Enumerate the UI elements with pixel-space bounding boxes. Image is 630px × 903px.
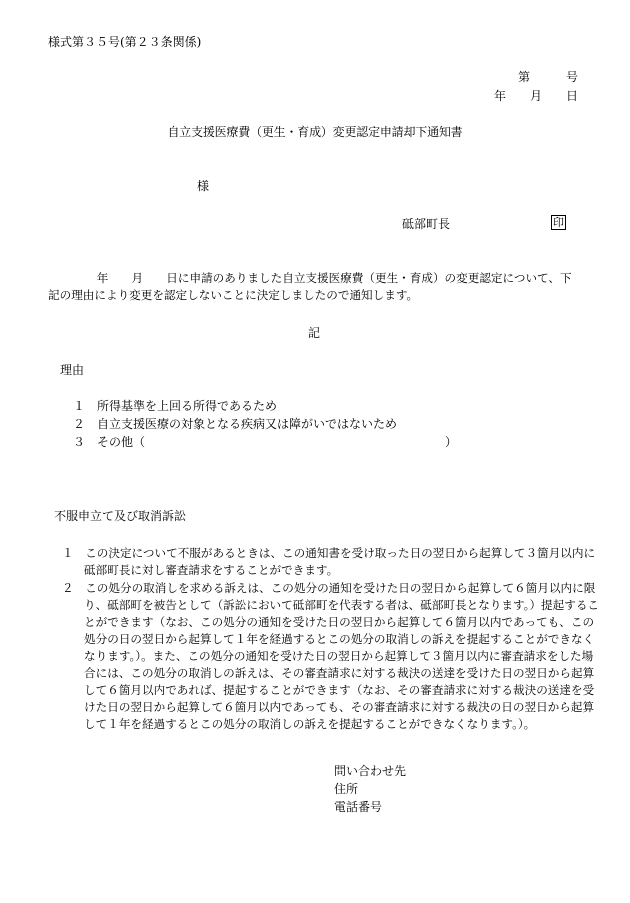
form-number: 様式第３５号(第２３条関係) [48, 35, 202, 49]
reason-item-2: ２ 自立支援医療の対象となる疾病又は障がいではないため [73, 417, 398, 431]
ki-heading: 記 [308, 326, 321, 340]
date-line: 年 月 日 [493, 89, 578, 103]
contact-heading: 問い合わせ先 [334, 764, 407, 778]
appeal-item-1: １ この決定について不服があるときは、この通知書を受け取った日の翌日から起算して３箇月以内に砥部町長に対し審査請求をすることができます。 [62, 546, 596, 577]
seal-mark: 印 [553, 216, 564, 229]
contact-phone-label: 電話番号 [334, 800, 383, 814]
body-paragraph: 年 月 日に申請のありました自立支援医療費（更生・育成）の変更認定について、下記の理由により変更を認定しないことに決定しましたので通知します。 [48, 271, 572, 302]
appeal-item-2: ２ この処分の取消しを求める訴えは、この処分の通知を受けた日の翌日から起算して６箇月以内に限り、砥部町を被告として（訴訟において砥部町を代表する者は、砥部町長となります。）提起することができます（なお、この処分の通知を受けた日の翌日から起算して６箇月以内であっても、この処分の日の翌日から起算して１年を経過するとこの処分の取消しの訴えを提起することができなくなります。）。また、この処分の通知を受けた日の翌日から起算して３箇月以内に審査請求をした場合には、この処分の取消しの訴えは、その審査請求に対する裁決の送達を受けた日の翌日から起算して６箇月以内であれば、提起することができます（なお、その審査請求に対する裁決の送達を受けた日の翌日から起算して６箇月以内であっても、その審査請求に対する裁決の日の翌日から起算して１年を経過するとこの処分の取消しの訴えを提起することができなくなります。）。 [62, 581, 600, 731]
reason-heading: 理由 [60, 363, 85, 377]
recipient-suffix: 様 [197, 179, 210, 193]
contact-address-label: 住所 [334, 782, 359, 796]
reason-item-1: １ 所得基準を上回る所得であるため [73, 399, 278, 413]
reason-item-3: ３ その他（ ） [73, 435, 458, 449]
document-number-line: 第 号 [517, 70, 578, 84]
appeal-heading: 不服申立て及び取消訴訟 [54, 509, 187, 523]
document-title: 自立支援医療費（更生・育成）変更認定申請却下通知書 [167, 125, 463, 139]
issuer-name: 砥部町長 [402, 217, 451, 231]
